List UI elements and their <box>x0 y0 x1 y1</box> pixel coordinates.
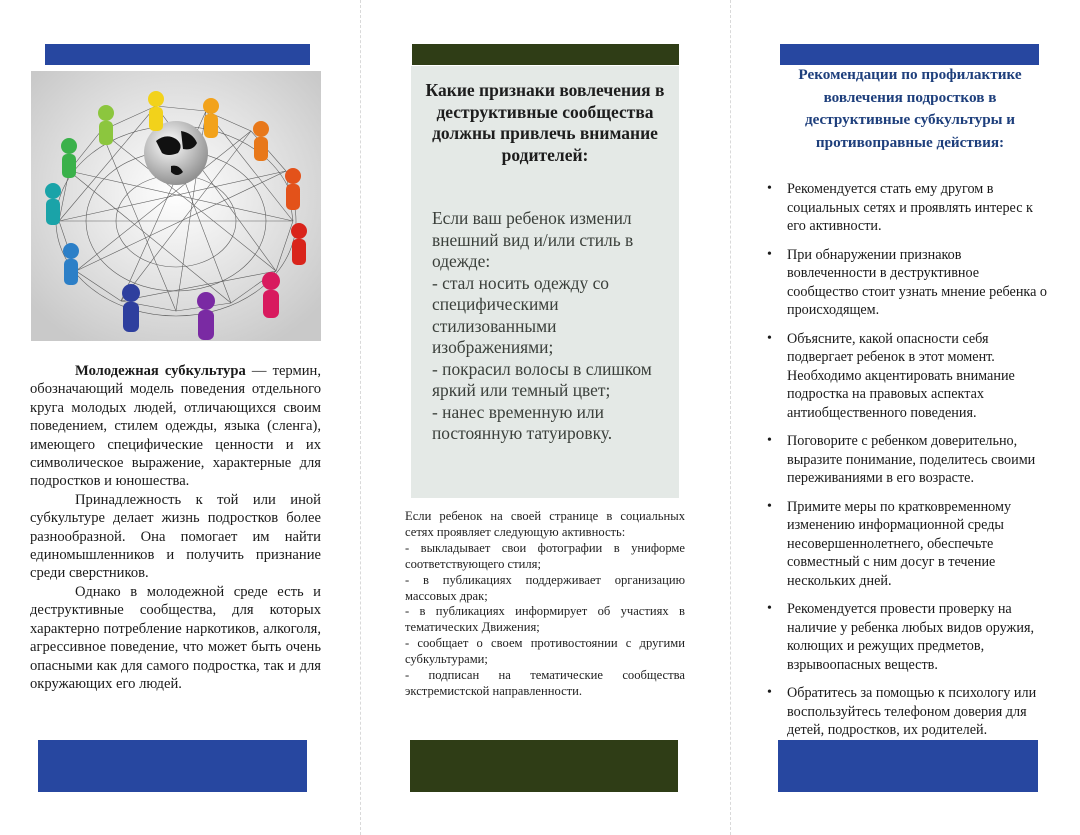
sign-item: - покрасил волосы в слишком яркий или темный цвет; <box>432 358 652 400</box>
bullet-icon: • <box>767 246 772 262</box>
recommendation-item <box>764 246 1054 320</box>
bullet-icon: • <box>767 330 772 346</box>
col2-top-bar <box>412 44 679 65</box>
bullet-icon: • <box>767 433 772 448</box>
social-item: - подписан на тематические сообщества экстремистской направленности. <box>405 668 685 698</box>
definition-text: — термин, обозначающий модель поведения отдельного круга молодых людей, отличающихся своим поведением, стилем одежды, языка (сленга), имеющего специфические ценности и их символическое выражение, характерные для подростков и юношества. <box>30 363 321 490</box>
recommendation-text: Примите меры по кратковременному изменению информационной среды несовершеннолетнего, обеспечьте совместный с ним досуг в течение нескольких дней. <box>787 498 1012 589</box>
signs-box <box>411 66 679 498</box>
signs-title: Какие признаки вовлечения в деструктивные сообщества должны привлечь внимание родителей: <box>425 80 665 165</box>
social-item: - выкладывает свои фотографии в униформе соответствующего стиля; <box>405 540 685 571</box>
social-item: Если ребенок на своей странице в социальных сетях проявляет следующую активность: <box>405 509 685 539</box>
recommendation-item <box>764 330 1054 423</box>
recommendation-text: Поговорите с ребенком доверительно, выразите понимание, поделитесь своими переживаниями в его возрасте. <box>787 433 1036 486</box>
recommendation-text: Объясните, какой опасности себя подвергает ребенок в этот момент. Необходимо акцентировать внимание подростка на правовых аспектах антиобщественного поведения. <box>787 330 1015 421</box>
recommendation-text: Рекомендуется стать ему другом в социальных сетях и проявлять интерес к его активности. <box>787 181 1033 234</box>
definition-paragraph <box>30 362 321 491</box>
recommendation-item <box>764 180 1054 236</box>
col2-bottom-bar <box>410 740 678 792</box>
social-item: - в публикациях поддерживает организацию массовых драк; <box>405 572 685 603</box>
recommendation-item <box>764 600 1054 674</box>
social-item: - в публикациях информирует об участиях в тематических Движения; <box>405 604 685 635</box>
fold-line-right <box>730 0 731 835</box>
recommendation-text: Обратитесь за помощью к психологу или воспользуйтесь телефоном доверия для детей, подростков, их родителей. <box>787 685 1037 738</box>
bullet-icon: • <box>767 685 772 700</box>
recommendation-text: При обнаружении признаков вовлеченности в деструктивное сообщество стоит узнать мнение ребенка о происходящем. <box>787 246 1048 318</box>
social-item: - сообщает о своем противостоянии с другими субкультурами; <box>405 636 685 667</box>
sign-item: - нанес временную или постоянную татуировку. <box>432 401 613 443</box>
belonging-paragraph: Принадлежность к той или иной субкультуре делает жизнь подростков более разнообразной. Она помогает им найти единомышленников и получить признание среди сверстников. <box>30 491 321 582</box>
people-network-illustration <box>31 71 321 341</box>
recommendations-list <box>764 180 1054 750</box>
recommendation-item <box>764 432 1054 488</box>
signs-list <box>432 208 672 445</box>
col1-bottom-bar <box>38 740 307 792</box>
destructive-paragraph: Однако в молодежной среде есть и деструктивные сообщества, для которых характерно потребление наркотиков, алкоголя, агрессивное поведение, что может быть очень опасными как для самого подростка, так и для окружающих его людей. <box>30 583 321 692</box>
subculture-description <box>30 362 321 693</box>
col1-top-bar <box>45 44 310 65</box>
recommendation-item <box>764 498 1054 591</box>
fold-line-left <box>360 0 361 835</box>
bullet-icon: • <box>767 601 772 616</box>
sign-item: Если ваш ребенок изменил внешний вид и/или стиль в одежде: <box>432 208 634 271</box>
sign-item: - стал носить одежду со специфическими стилизованными изображениями; <box>432 272 609 357</box>
term-heading: Молодежная субкультура <box>75 363 246 379</box>
recommendations-title: Рекомендации по профилактике вовлечения подростков в деструктивные субкультуры и противоправные действия: <box>798 66 1022 151</box>
col3-top-bar <box>780 44 1039 65</box>
bullet-icon: • <box>767 181 772 196</box>
social-activity-list <box>405 509 685 700</box>
recommendation-item <box>764 684 1054 740</box>
bullet-icon: • <box>767 498 772 514</box>
recommendation-text: Рекомендуется провести проверку на наличие у ребенка любых видов оружия, колющих и режущих предметов, взрывоопасных веществ. <box>787 601 1035 673</box>
